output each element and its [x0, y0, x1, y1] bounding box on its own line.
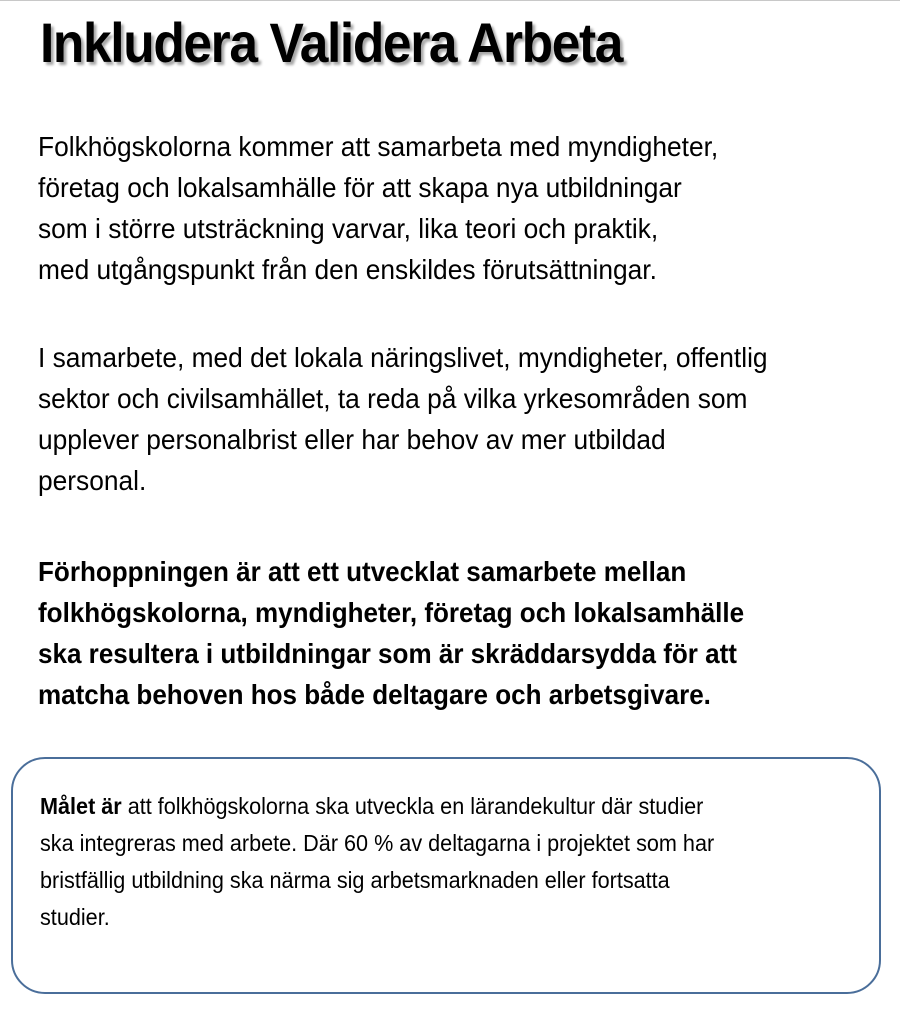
- paragraph-hope-bold: [38, 551, 744, 715]
- top-divider: [0, 0, 900, 1]
- goal-line: studier.: [40, 904, 110, 930]
- goal-line: ska integreras med arbete. Där 60 % av deltagarna i projektet som har: [40, 830, 715, 856]
- paragraph-line: matcha behoven hos både deltagare och arbetsgivare.: [38, 679, 711, 710]
- paragraph-line: ska resultera i utbildningar som är skräddarsydda för att: [38, 638, 737, 669]
- paragraph-line: Folkhögskolorna kommer att samarbeta med myndigheter,: [38, 131, 719, 162]
- paragraph-line: sektor och civilsamhället, ta reda på vilka yrkesområden som: [38, 383, 748, 414]
- page-title: Inkludera Validera Arbeta: [40, 11, 623, 74]
- goal-line: [40, 788, 714, 825]
- paragraph-labor-market: [38, 337, 768, 501]
- paragraph-line: folkhögskolorna, myndigheter, företag och lokalsamhälle: [38, 597, 745, 628]
- paragraph-line: med utgångspunkt från den enskildes förutsättningar.: [38, 254, 657, 285]
- paragraph-line: upplever personalbrist eller har behov av mer utbildad: [38, 424, 666, 455]
- paragraph-line: Förhoppningen är att ett utvecklat samarbete mellan: [38, 556, 687, 587]
- goal-lead-bold: Målet är: [40, 793, 122, 819]
- paragraph-line: som i större utsträckning varvar, lika teori och praktik,: [38, 213, 659, 244]
- goal-line-rest: att folkhögskolorna ska utveckla en lärandekultur där studier: [121, 793, 704, 819]
- paragraph-line: I samarbete, med det lokala näringslivet, myndigheter, offentlig: [38, 342, 768, 373]
- goal-callout-box: [11, 757, 881, 994]
- goal-line: bristfällig utbildning ska närma sig arbetsmarknaden eller fortsatta: [40, 867, 670, 893]
- paragraph-line: personal.: [38, 465, 147, 496]
- paragraph-line: företag och lokalsamhälle för att skapa nya utbildningar: [38, 172, 682, 203]
- goal-text: [40, 788, 714, 936]
- paragraph-collaboration: [38, 126, 718, 290]
